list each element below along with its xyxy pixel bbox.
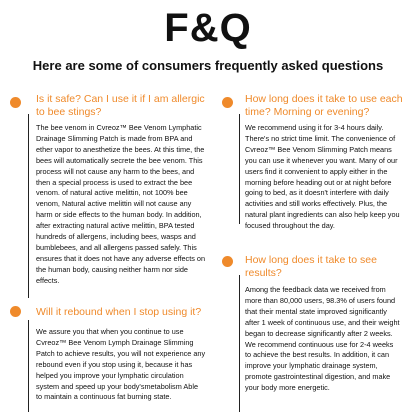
answer-line: We recommend using it for 3-4 hours daily.: [245, 123, 384, 132]
bullet-dot: [10, 306, 21, 317]
answer-line: The bee venom in Cvreoz™ Bee Venom Lymphatic: [36, 123, 202, 132]
bullet-dot: [222, 256, 233, 267]
answer-line: helped you improve your lymphatic circulation: [36, 370, 184, 380]
answer-line: rebound even if you stop using it, because it has: [36, 359, 193, 369]
answer-line: after extracting natural active melittin, BPA tested: [36, 221, 195, 231]
answer-line: harm or side effects to the human body. In addition,: [36, 210, 202, 220]
faq-answer-rebound: [36, 327, 228, 403]
answer-line: Patch to achieve results, you will not experience any: [36, 348, 206, 358]
answer-line: hundreds of allergens, including bees, wasps and: [36, 232, 196, 242]
answer-line: venom. of natural active melittin, not 100% bee: [36, 188, 188, 198]
answer-line: to achieve the best results. In addition, it can: [245, 350, 389, 360]
bullet-dot: [222, 97, 233, 108]
answer-line: activities and still works effectively. Plus, the: [245, 199, 388, 209]
answer-line: you can use it whenever you want. Many of our: [245, 155, 398, 165]
bullet-dot: [10, 97, 21, 108]
answer-line: bees will automatically secrete the bee venom. This: [36, 155, 203, 165]
page-title: F&Q: [164, 6, 252, 50]
question-line: results?: [245, 267, 282, 279]
question-line: time? Morning or evening?: [245, 106, 370, 118]
answer-line: promote gastrointestinal digestion, and make: [245, 372, 391, 382]
question-line: How long does it take to see: [245, 254, 377, 266]
answer-line: natural plant ingredients can also help keep you: [245, 210, 400, 220]
answer-line: to maintain a continuous fat burning state.: [36, 392, 172, 402]
question-line: to bee stings?: [36, 106, 102, 118]
faq-question-usage-time: [245, 93, 415, 119]
answer-line: more than 80,000 users, 98.3% of users found: [245, 295, 396, 305]
answer-line: morning before heading out or at night before: [245, 177, 392, 187]
answer-line: There's no strict time limit. The convenience of: [245, 133, 396, 143]
divider-line: [28, 320, 29, 412]
divider-line: [28, 114, 29, 298]
answer-line: Among the feedback data we received from: [245, 285, 386, 294]
question-line: Will it rebound when I stop using it?: [36, 306, 202, 318]
question-line: How long does it take to use each: [245, 93, 403, 105]
divider-line: [239, 275, 240, 412]
answer-line: We recommend continuous use for 2-4 weeks: [245, 339, 394, 349]
answer-line: then a special process is used to extract the bee: [36, 177, 193, 187]
faq-question-safety: [36, 93, 226, 119]
answer-line: ether vapor to anesthetize the bees. At this time, the: [36, 144, 205, 154]
answer-line: improve your lymphatic drainage system,: [245, 361, 378, 371]
answer-line: bumblebees, and all allergens passed safely. This: [36, 242, 197, 252]
question-line: Is it safe? Can I use it if I am allergic: [36, 93, 205, 105]
faq-question-results: [245, 254, 415, 280]
answer-line: your body more energetic.: [245, 383, 330, 393]
answer-line: the human body, causing neither harm nor side: [36, 264, 188, 274]
answer-line: began to decrease significantly after 2 weeks.: [245, 328, 393, 338]
faq-question-rebound: [36, 306, 226, 319]
answer-line: process will not cause any harm to the bees, and: [36, 166, 195, 176]
answer-line: Drainage Slimming Patch is made from BPA and: [36, 133, 193, 143]
answer-line: ensures that it does not have any adverse effects on: [36, 253, 206, 263]
answer-line: users find it convenient to apply either in the: [245, 166, 388, 176]
answer-line: venom, Natural active melittin will not cause any: [36, 199, 192, 209]
answer-line: Cvreoz™ Bee Venom Slimming Patch means: [245, 144, 392, 154]
answer-line: effects.: [36, 275, 60, 285]
faq-answer-safety: [36, 123, 228, 287]
answer-line: Cvreoz™ Bee Venom Lymph Drainage Slimming: [36, 337, 194, 347]
answer-line: focused throughout the day.: [245, 221, 335, 231]
faq-answer-results: [245, 285, 415, 394]
answer-line: after 1 week of continuous use, and their weight: [245, 317, 400, 327]
page-subtitle: Here are some of consumers frequently asked questions: [32, 58, 384, 73]
answer-line: that their mental state improved significantly: [245, 306, 387, 316]
faq-answer-usage-time: [245, 123, 415, 232]
answer-line: We assure you that when you continue to use: [36, 327, 184, 336]
answer-line: going to bed, as it doesn't interfere with daily: [245, 188, 389, 198]
divider-line: [239, 114, 240, 224]
answer-line: system and speed up your body'smetabolism Able: [36, 381, 199, 391]
